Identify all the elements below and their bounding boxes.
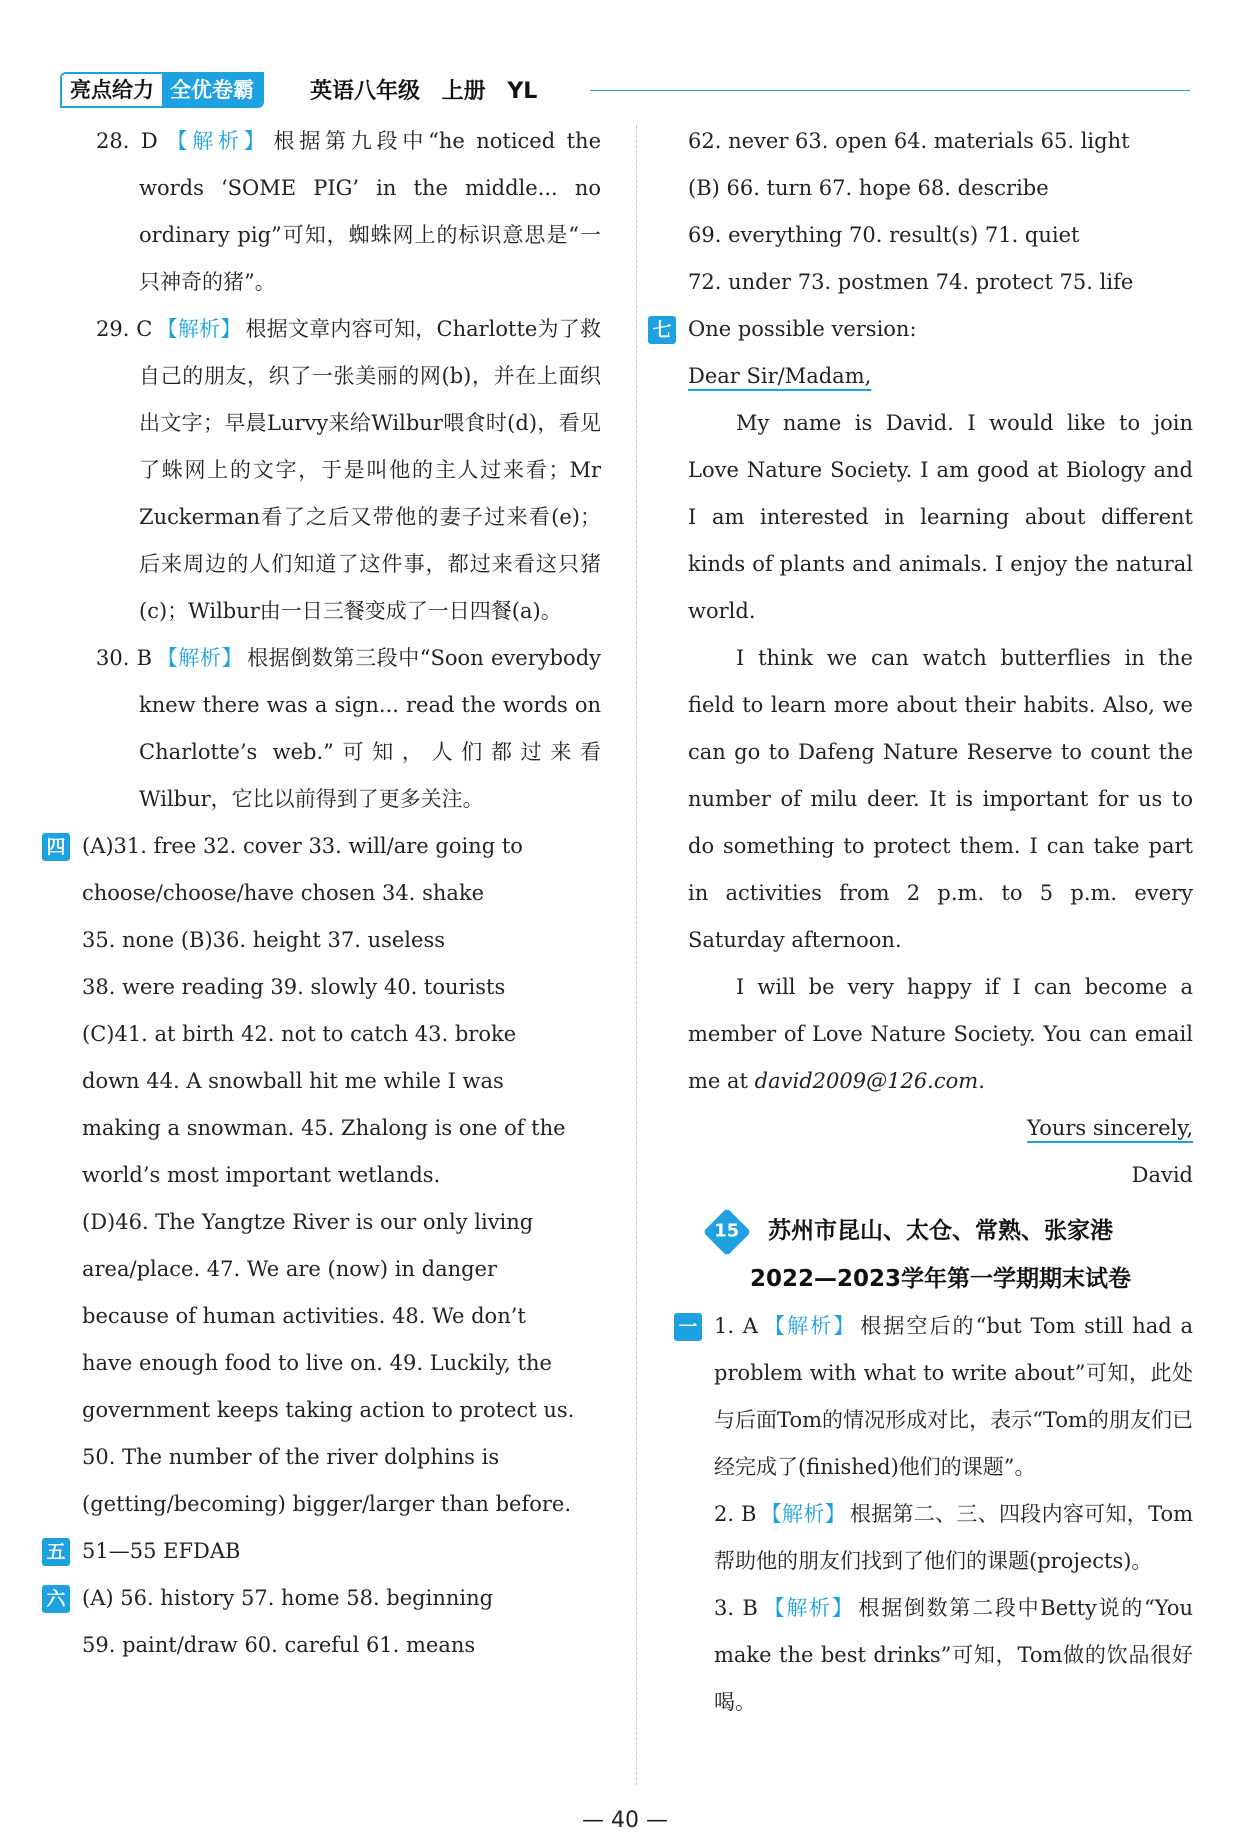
- section-line: have enough food to live on. 49. Luckily, the: [82, 1351, 552, 1375]
- section-line: (D)46. The Yangtze River is our only living: [82, 1210, 534, 1234]
- brand-logo: [60, 72, 264, 108]
- test-number-badge: 15: [703, 1208, 751, 1256]
- section-line: 59. paint/draw 60. careful 61. means: [82, 1633, 476, 1657]
- section-line: 38. were reading 39. slowly 40. tourists: [82, 975, 506, 999]
- essay-intro: One possible version:: [688, 317, 917, 341]
- section-line: 51—55 EFDAB: [82, 1539, 241, 1563]
- section-marker: 一: [674, 1313, 702, 1341]
- section-marker: 五: [42, 1538, 70, 1566]
- section-1: [678, 1303, 1194, 1726]
- section-line: 50. The number of the river dolphins is: [82, 1445, 500, 1469]
- section-line: down 44. A snowball hit me while I was: [82, 1069, 504, 1093]
- answer-number: 29. C: [96, 317, 153, 341]
- analysis-text: 根据第九段中“he noticed the words ‘SOME PIG’ in the middle... no ordinary pig”可知，蜘蛛网上的标识意思是“一只神奇的猪”。: [139, 129, 602, 294]
- answer-number: 28. D: [96, 129, 158, 153]
- test-title-line-1: 苏州市昆山、太仓、常熟、张家港: [768, 1218, 1113, 1244]
- essay-paragraph-3: I will be very happy if I can become a member of Love Nature Society. You can email me at david2009@126.com.: [688, 975, 1193, 1093]
- signature: David: [1131, 1163, 1193, 1187]
- analysis-tag: 【解析】: [760, 1502, 846, 1526]
- section-line: government keeps taking action to protect us.: [82, 1398, 575, 1422]
- answer-28: [96, 118, 601, 306]
- section-4: [46, 823, 601, 1528]
- section-line: 69. everything 70. result(s) 71. quiet: [688, 223, 1080, 247]
- analysis-text: 根据倒数第三段中“Soon everybody knew there was a sign... read the words on Charlotte’s web.”可知，人们都过来看Wilbur，它比以前得到了更多关注。: [139, 646, 601, 811]
- answer-30: [96, 635, 601, 823]
- essay-paragraph-2: I think we can watch butterflies in the field to learn more about their habits. Also, we can go to Dafeng Nature Reserve to count the number of milu deer. It is important for us to do something to protect them. I can take part in activities from 2 p.m. to 5 p.m. every Saturday afternoon.: [688, 646, 1193, 952]
- analysis-tag: 【解析】: [761, 1596, 855, 1620]
- analysis-text: 根据文章内容可知，Charlotte为了救自己的朋友，织了一张美丽的网(b)，并在上面织出文字；早晨Lurvy来给Wilbur喂食时(d)，看见了蛛网上的文字，于是叫他的主人过来看；Mr Zuckerman看了之后又带他的妻子过来看(e)；后来周边的人们知道了这件事，都过来看这只猪(c)；Wilbur由一日三餐变成了一日四餐(a)。: [139, 317, 602, 623]
- answer-29: [96, 306, 601, 635]
- section-line: (A) 56. history 57. home 58. beginning: [82, 1586, 494, 1610]
- section-line: because of human activities. 48. We don’t: [82, 1304, 526, 1328]
- section-6: [46, 1575, 601, 1669]
- section-marker: 四: [42, 833, 70, 861]
- analysis-tag: 【解析】: [161, 129, 270, 153]
- section-line: (getting/becoming) bigger/larger than before.: [82, 1492, 571, 1516]
- section-marker: 六: [42, 1585, 70, 1613]
- section-line: (A)31. free 32. cover 33. will/are going to: [82, 834, 523, 858]
- column-divider: [636, 125, 637, 1785]
- closing: Yours sincerely,: [1027, 1116, 1193, 1140]
- section-line: making a snowman. 45. Zhalong is one of the: [82, 1116, 566, 1140]
- analysis-tag: 【解析】: [156, 317, 242, 341]
- left-column: [46, 118, 602, 1669]
- section-7: [652, 306, 1193, 1199]
- answer-2: 2. B 【解析】 根据第二、三、四段内容可知，Tom帮助他的朋友们找到了他们的课题(projects)。: [714, 1502, 1194, 1573]
- header-rule: [590, 90, 1190, 91]
- analysis-tag: 【解析】: [156, 646, 244, 670]
- email-address: david2009@126.com: [754, 1069, 979, 1093]
- section-line: choose/choose/have chosen 34. shake: [82, 881, 485, 905]
- section-line: (B) 66. turn 67. hope 68. describe: [688, 176, 1049, 200]
- book-title: 英语八年级 上册 YL: [310, 79, 538, 104]
- essay-paragraph-1: My name is David. I would like to join Love Nature Society. I am good at Biology and I am interested in learning about different kinds of plants and animals. I enjoy the natural world.: [688, 411, 1193, 623]
- page-header: [60, 68, 1190, 108]
- section-line: 62. never 63. open 64. materials 65. light: [688, 129, 1130, 153]
- page-number: — 40 —: [582, 1808, 668, 1833]
- answer-number: 30. B: [96, 646, 153, 670]
- section-line: world’s most important wetlands.: [82, 1163, 441, 1187]
- answer-1: 1. A 【解析】 根据空后的“but Tom still had a problem with what to write about”可知，此处与后面Tom的情况形成对比，表示“Tom的朋友们已经完成了(finished)他们的课题”。: [714, 1314, 1194, 1479]
- section-5: [46, 1528, 601, 1575]
- section-line: 35. none (B)36. height 37. useless: [82, 928, 446, 952]
- test-heading: [688, 1207, 1193, 1303]
- analysis-tag: 【解析】: [761, 1314, 857, 1338]
- answer-3: 3. B 【解析】 根据倒数第二段中Betty说的“You make the best drinks”可知，Tom做的饮品很好喝。: [714, 1596, 1193, 1714]
- right-column: [652, 118, 1194, 1726]
- brand-right-text: 全优卷霸: [162, 74, 262, 106]
- section-line: 72. under 73. postmen 74. protect 75. life: [688, 270, 1134, 294]
- section-marker: 七: [648, 316, 676, 344]
- salutation: Dear Sir/Madam,: [688, 364, 872, 388]
- test-title-line-2: 2022—2023学年第一学期期末试卷: [749, 1266, 1132, 1292]
- brand-left-text: 亮点给力: [62, 74, 162, 106]
- section-line: (C)41. at birth 42. not to catch 43. broke: [82, 1022, 517, 1046]
- section-line: area/place. 47. We are (now) in danger: [82, 1257, 498, 1281]
- section-6-continued: [688, 118, 1193, 306]
